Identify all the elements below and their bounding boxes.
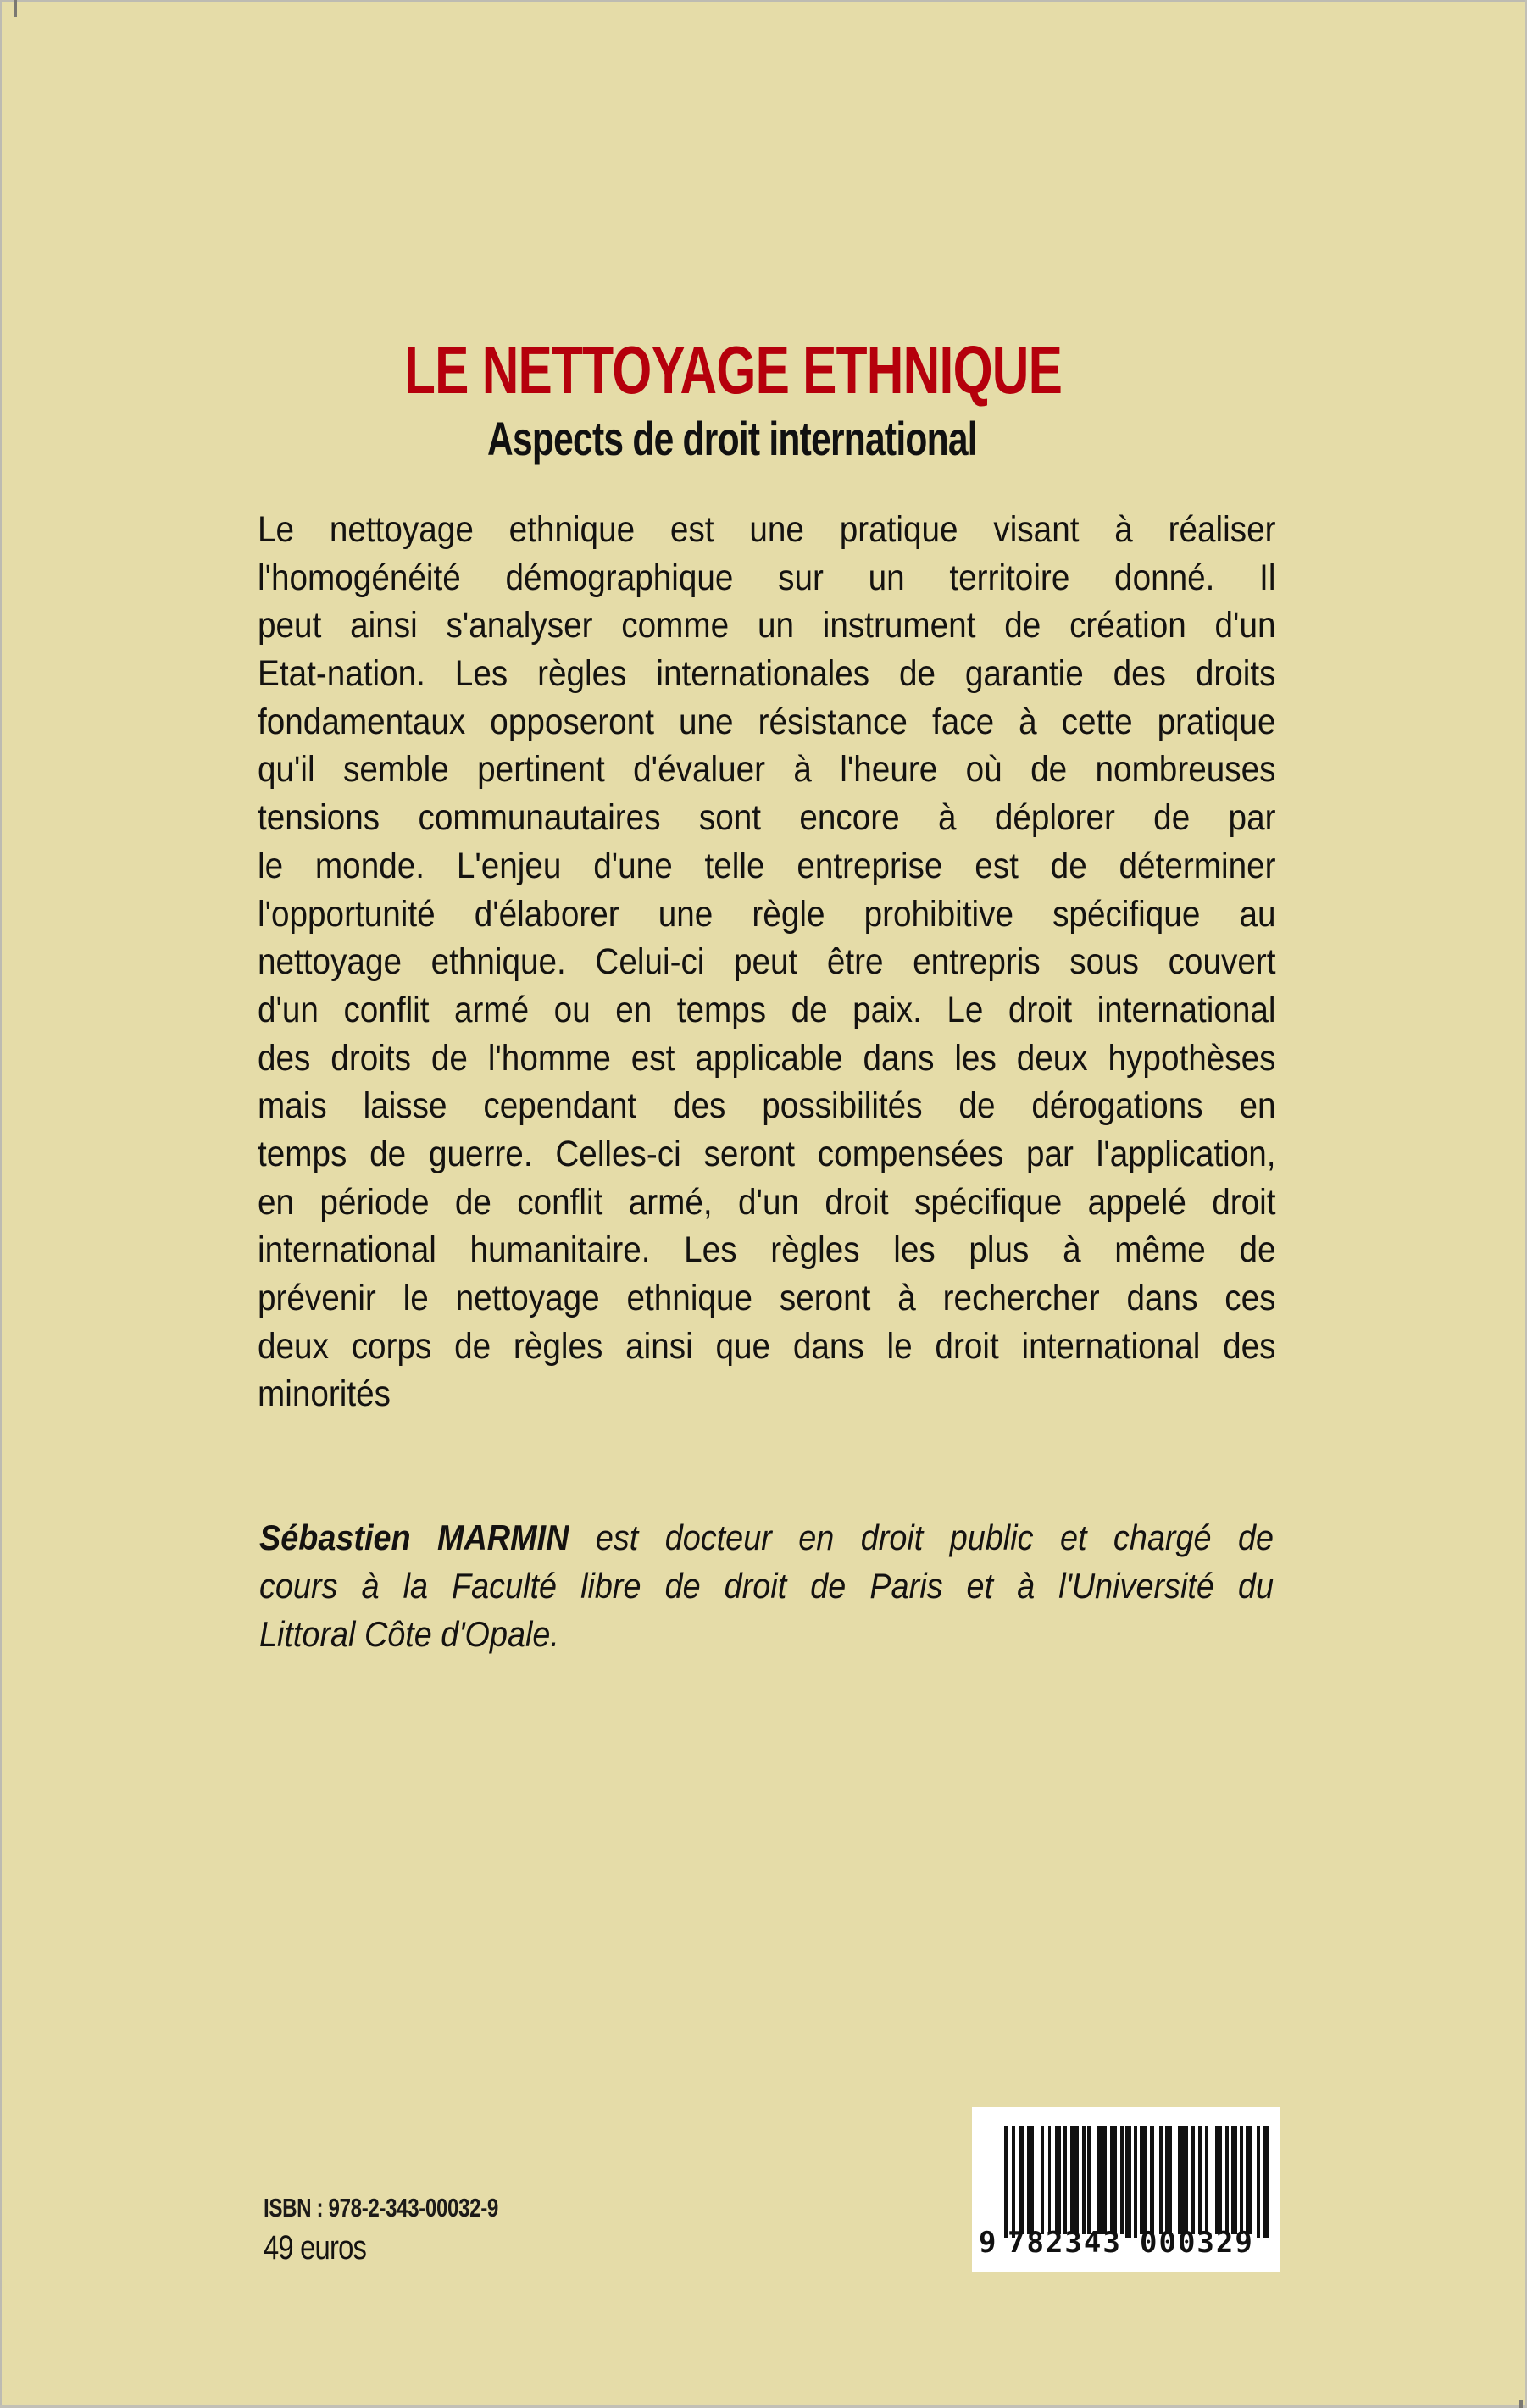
author-bio-text: est docteur en droit public et chargé de [569,1517,1274,1557]
summary-line: l'opportunité d'élaborer une règle prohibitive spécifique au [258,893,1276,935]
crop-mark-top-left [14,0,17,17]
summary-line: tensions communautaires sont encore à déplorer de par [258,797,1276,839]
summary-line: prévenir le nettoyage ethnique seront à rechercher dans ces [258,1278,1276,1318]
barcode-group-2: 000329 [1140,2226,1254,2260]
barcode-bars-icon [1004,2126,1274,2238]
summary-line: le monde. L'enjeu d'une telle entreprise est de déterminer [258,845,1276,886]
summary-line: l'homogénéité démographique sur un territoire donné. Il [258,557,1276,598]
book-title: LE NETTOYAGE ETHNIQUE [404,332,1063,408]
summary-line: temps de guerre. Celles-ci seront compensées par l'application, [258,1133,1276,1174]
barcode [972,2107,1280,2272]
page-border-top [0,0,1527,2]
summary-line: en période de conflit armé, d'un droit spécifique appelé droit [258,1181,1276,1223]
price-label: 49 euros [264,2229,367,2267]
book-subtitle: Aspects de droit international [487,412,977,465]
summary-line: Le nettoyage ethnique est une pratique visant à réaliser [258,509,1276,550]
back-cover-summary [258,506,1276,1418]
summary-line: peut ainsi s'analyser comme un instrument de création d'un [258,605,1276,646]
summary-line: deux corps de règles ainsi que dans le droit international des [258,1325,1276,1367]
author-bio-line: cours à la Faculté libre de droit de Paris et à l'Université du [259,1566,1274,1606]
crop-mark-bottom-right [1519,2400,1523,2408]
summary-line: mais laisse cependant des possibilités de dérogations en [258,1085,1276,1127]
summary-line: Etat-nation. Les règles internationales de garantie des droits [258,653,1276,695]
barcode-group-1: 782343 [1008,2226,1122,2260]
isbn-label: ISBN : 978-2-343-00032-9 [264,2193,498,2222]
summary-line: fondamentaux opposeront une résistance face à cette pratique [258,701,1276,742]
summary-line: nettoyage ethnique. Celui-ci peut être entrepris sous couvert [258,941,1276,983]
summary-line: minorités [258,1373,391,1415]
barcode-lead-digit: 9 [979,2226,997,2260]
summary-line: international humanitaire. Les règles les plus à même de [258,1229,1276,1271]
barcode-digits [979,2226,1275,2260]
page-border-left [0,0,2,2408]
summary-line: des droits de l'homme est applicable dans les deux hypothèses [258,1037,1276,1079]
summary-line: d'un conflit armé ou en temps de paix. Le droit international [258,989,1276,1030]
author-name: Sébastien MARMIN [259,1517,569,1557]
summary-line: qu'il semble pertinent d'évaluer à l'heure où de nombreuses [258,749,1276,791]
author-bio-line [259,1513,1274,1562]
author-bio-line: Littoral Côte d'Opale. [259,1614,559,1654]
author-bio [259,1513,1274,1658]
